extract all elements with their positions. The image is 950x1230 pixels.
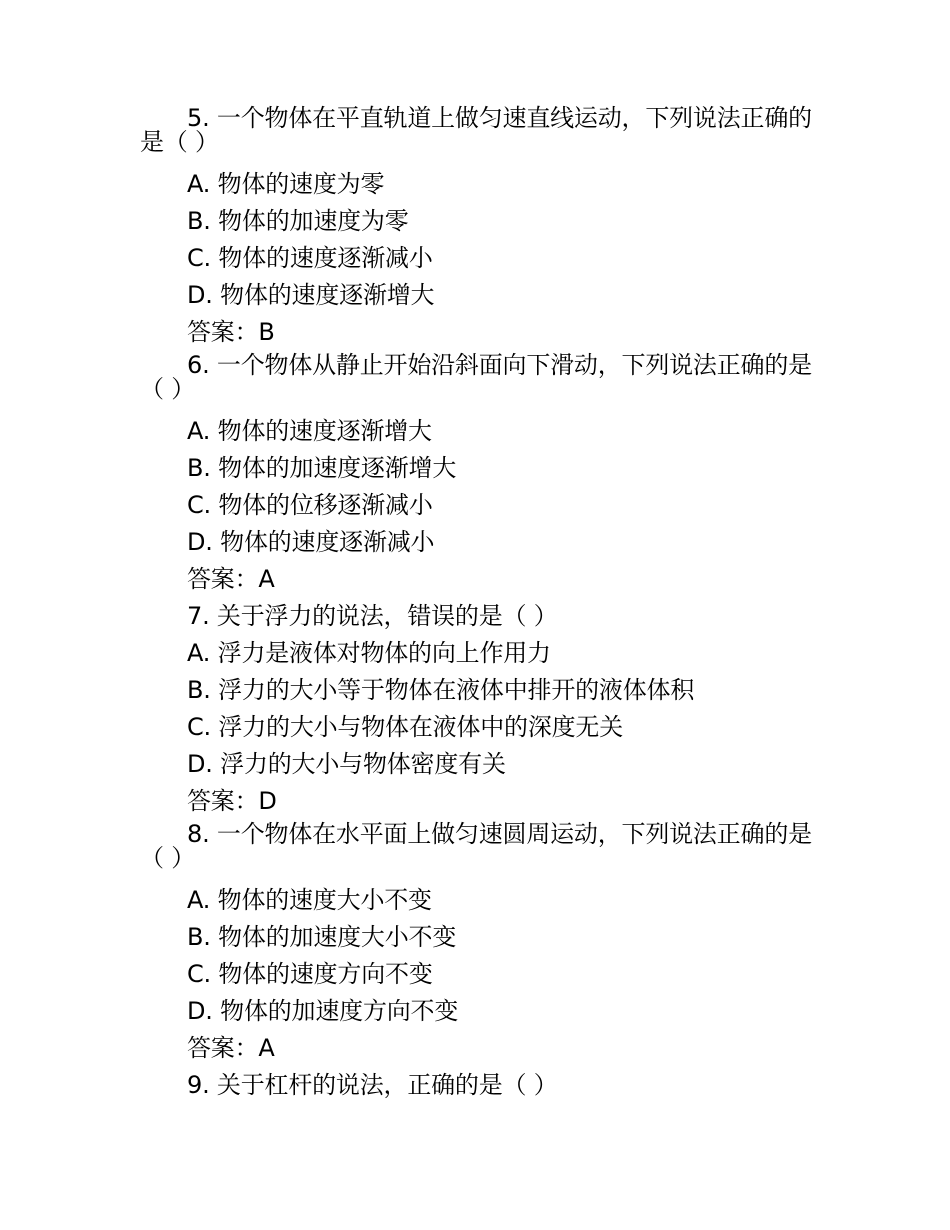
option-a: A. 物体的速度为零 [187,170,385,198]
question-6 [140,351,820,598]
question-stem: 6. 一个物体从静止开始沿斜面向下滑动，下列说法正确的是（ ） [140,351,812,403]
option-d: D. 物体的加速度方向不变 [187,997,459,1025]
option-c: C. 浮力的大小与物体在液体中的深度无关 [187,713,624,741]
answer: 答案：A [187,1034,275,1062]
option-b: B. 浮力的大小等于物体在液体中排开的液体体积 [187,676,695,704]
option-c: C. 物体的速度方向不变 [187,960,433,988]
answer: 答案：D [187,787,277,815]
answer: 答案：B [187,318,275,346]
question-stem: 5. 一个物体在平直轨道上做匀速直线运动，下列说法正确的是（ ） [140,104,812,156]
question-5 [140,104,820,351]
question-stem: 9. 关于杠杆的说法，正确的是（ ） [187,1071,558,1099]
question-7 [140,598,820,820]
answer: 答案：A [187,565,275,593]
option-b: B. 物体的加速度逐渐增大 [187,454,457,482]
option-b: B. 物体的加速度大小不变 [187,923,457,951]
option-d: D. 浮力的大小与物体密度有关 [187,750,506,778]
question-stem: 8. 一个物体在水平面上做匀速圆周运动，下列说法正确的是（ ） [140,820,812,872]
option-d: D. 物体的速度逐渐增大 [187,281,435,309]
document-page [140,104,820,1104]
option-a: A. 物体的速度大小不变 [187,886,432,914]
option-d: D. 物体的速度逐渐减小 [187,528,435,556]
question-stem: 7. 关于浮力的说法，错误的是（ ） [187,602,558,630]
option-a: A. 浮力是液体对物体的向上作用力 [187,639,551,667]
option-c: C. 物体的位移逐渐减小 [187,491,433,519]
question-9 [140,1067,820,1104]
option-c: C. 物体的速度逐渐减小 [187,244,433,272]
question-8 [140,820,820,1067]
option-a: A. 物体的速度逐渐增大 [187,417,432,445]
option-b: B. 物体的加速度为零 [187,207,409,235]
